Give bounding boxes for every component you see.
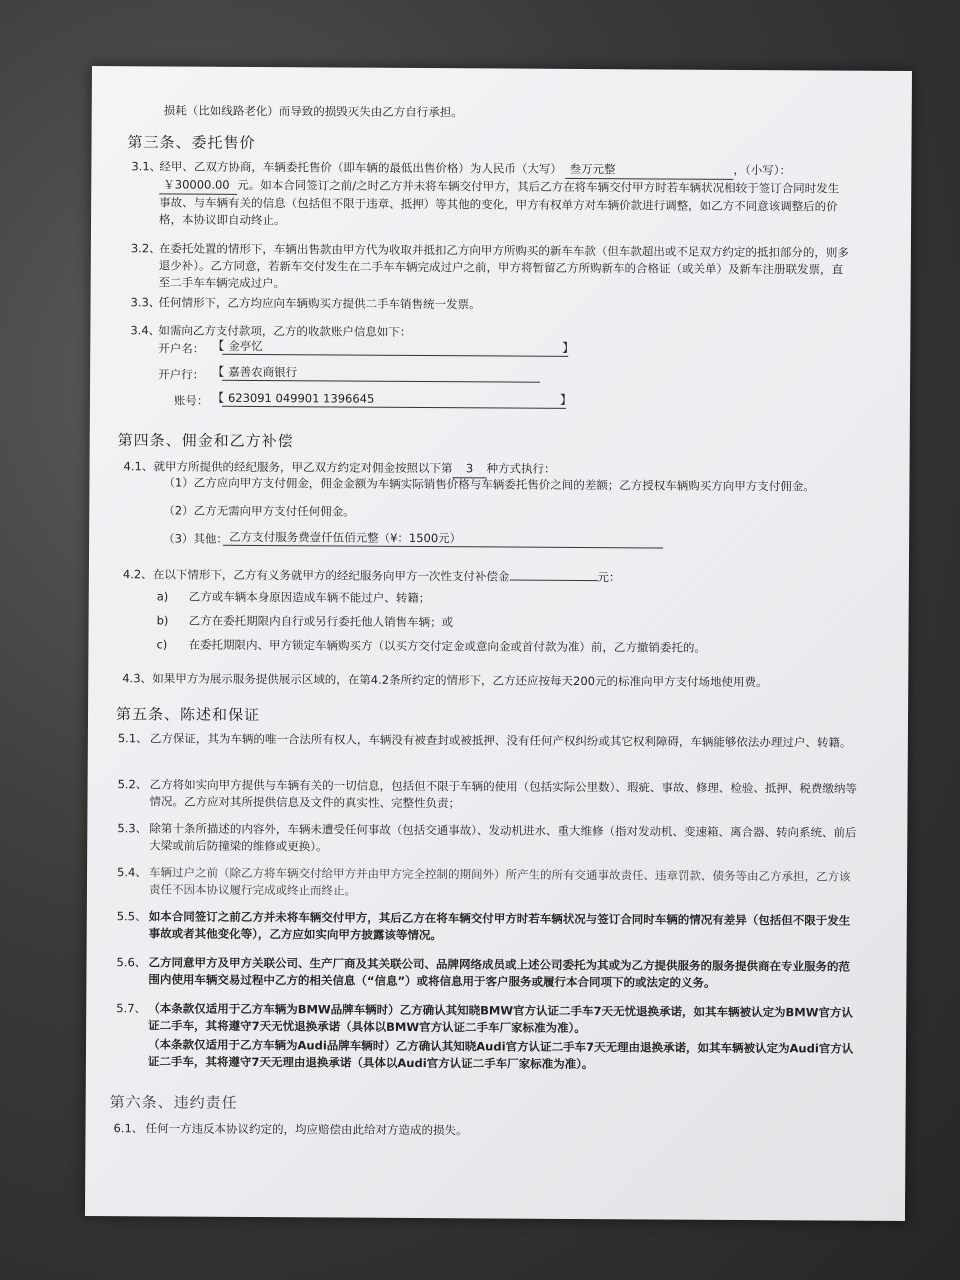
clause-6-1-number: 6.1、: [113, 1121, 144, 1136]
bracket-open: 【: [212, 338, 225, 353]
clause-4-3: 如果甲方为展示服务提供展示区域的，在第4.2条所约定的情形下，乙方还应按每天200元的标准向甲方支付场地使用费。: [152, 671, 768, 690]
clause-3-1-pre: 经甲、乙双方协商，车辆委托售价（即车辆的最低出售价格）为人民币（大写）: [159, 159, 562, 176]
clause-4-1-post: 种方式执行：: [486, 461, 556, 476]
section-3-title: 第三条、委托售价: [127, 133, 256, 153]
clause-5-5-number: 5.5、: [116, 909, 147, 924]
clause-5-4: 车辆过户之前（除乙方将车辆交付给甲方并由甲方完全控制的期间外）所产生的所有交通事故责任、违章罚款、债务等由乙方承担，乙方该责任不因本协议履行完成或终止而终止。: [148, 865, 851, 898]
compensation-amount-blank: [509, 580, 597, 582]
item-b: 乙方在委托期限内自行或另行委托他人销售车辆；或: [188, 613, 454, 630]
account-number-label: 账号：: [173, 393, 209, 408]
account-name-value: 金亭忆: [222, 339, 568, 357]
clause-3-1-rest: 元。如本合同签订之前/之时乙方并未将车辆交付甲方，其后乙方在将车辆交付甲方时若车辆状况相较于签订合同时发生事故、与车辆有关的信息（包括但不限于违章、抵押）等其他的变化，甲方有权单方对车辆价款进行调整，如乙方不同意该调整后的价格，本协议即自动终止。: [159, 177, 840, 228]
section-5-title: 第五条、陈述和保证: [115, 705, 261, 725]
clause-5-6-number: 5.6、: [116, 955, 147, 970]
item-c-label: c): [156, 637, 168, 652]
section-4-title: 第四条、佣金和乙方补偿: [117, 431, 294, 451]
clause-3-4-number: 3.4、: [130, 323, 161, 338]
amount-in-figures: ￥30000.00: [159, 176, 237, 194]
clause-5-4-number: 5.4、: [117, 865, 147, 880]
bank-value: 嘉善农商银行: [222, 365, 540, 383]
bank-label: 开户行：: [158, 367, 205, 382]
clause-5-3-number: 5.3、: [117, 821, 148, 836]
bracket-close: 】: [559, 392, 573, 407]
item-a: 乙方或车辆本身原因造成车辆不能过户、转籍；: [188, 589, 431, 606]
clause-3-2: 在委托处置的情形下，车辆出售款由甲方代为收取并抵扣乙方向甲方所购买的新车车款（但车款超出或不足双方约定的抵扣部分的，则多退少补）。乙方同意，若新车交付发生在二手车车辆完成过户之前，甲方将暂留乙方所购新车的合格证（或关单）及新车注册联发票，直至二手车车辆完成过户。: [158, 241, 849, 291]
clause-3-3: 任何情形下，乙方均应向车辆购买方提供二手车销售统一发票。: [158, 295, 481, 312]
clause-4-1-pre: 就甲方所提供的经纪服务，甲乙双方约定对佣金按照以下第: [153, 459, 453, 476]
clause-5-1-number: 5.1、: [117, 731, 148, 746]
bracket-close: 】: [562, 340, 575, 355]
item-a-label: a): [156, 589, 169, 604]
clause-4-2-number: 4.2、: [122, 567, 153, 582]
clause-5-1: 乙方保证，其为车辆的唯一合法所有权人，车辆没有被查封或被抵押、没有任何产权纠纷或其它权利障碍，车辆能够依法办理过户、转籍。: [149, 731, 852, 750]
option-3-value: 乙方支付服务费壹仟伍佰元整（¥：1500元）: [223, 530, 663, 549]
clause-3-1-mid: ，（小写）：: [733, 162, 792, 178]
clause-5-5: 如本合同签订之前乙方并未将车辆交付甲方，其后乙方在将车辆交付甲方时若车辆状况与签订合同时车辆的情况有差异（包括但不限于发生事故或者其他变化等），乙方应如实向甲方披露该等情况。: [148, 909, 851, 943]
clause-5-6: 乙方同意甲方及甲方关联公司、生产厂商及其关联公司、品牌网络成员或上述公司委托为其或为乙方提供服务的服务提供商在专业服务的范围内使用车辆交易过程中乙方的相关信息（“信息”）或将信息用于客户服务或履行本合同项下的或法定的义务。: [148, 955, 851, 990]
account-name-label: 开户名：: [158, 341, 205, 356]
item-c: 在委托期限内、甲方锁定车辆购买方（以买方交付定金或意向金或首付款为准）前，乙方撤销委托的。: [188, 637, 707, 655]
clause-5-7-number: 5.7、: [116, 1001, 147, 1016]
clause-5-2-number: 5.2、: [117, 777, 148, 792]
clause-3-1: [159, 158, 849, 232]
clause-3-2-number: 3.2、: [130, 241, 161, 256]
option-1: （1）乙方应向甲方支付佣金，佣金金额为车辆实际销售价格与车辆委托售价之间的差额；乙方授权车辆购买方向甲方支付佣金。: [163, 475, 815, 494]
clause-4-2-text: 在以下情形下，乙方有义务就甲方的经纪服务向甲方一次性支付补偿金: [152, 567, 510, 584]
carryover-line: 损耗（比如线路老化）而导致的损毁灭失由乙方自行承担。: [163, 103, 463, 120]
bracket-open: 【: [212, 364, 225, 379]
amount-in-words: 叁万元整: [565, 161, 733, 180]
clause-6-1: 任何一方违反本协议约定的，均应赔偿由此给对方造成的损失。: [145, 1121, 468, 1138]
clause-3-3-number: 3.3、: [130, 295, 161, 310]
clause-3-1-number: 3.1、: [131, 159, 162, 174]
clause-4-1-number: 4.1、: [123, 459, 154, 474]
clause-5-2: 乙方将如实向甲方提供与车辆有关的一切信息，包括但不限于车辆的使用（包括实际公里数）、瑕疵、事故、修理、检验、抵押、税费缴纳等情况。乙方应对其所提供信息及文件的真实性、完整性负责；: [149, 777, 857, 811]
option-3-label: （3）其他：: [163, 531, 228, 546]
clause-5-7-bmw: （本条款仅适用于乙方车辆为BMW品牌车辆时）乙方确认其知晓BMW官方认证二手车7天无忧退换承诺，如其车辆被认定为BMW官方认证二手车，其将遵守7天无忧退换承诺（具体以BMW官方认证二手车厂家标准为准）。: [148, 1001, 853, 1036]
document-page: [85, 66, 912, 1221]
account-number-value: 623091 049901 1396645: [222, 391, 566, 409]
clause-5-7-audi: （本条款仅适用于乙方车辆为Audi品牌车辆时）乙方确认其知晓Audi官方认证二手车7天无理由退换承诺，如其车辆被认定为Audi官方认证二手车，其将遵守7天无理由退换承诺（具体以Audi官方认证二手车厂家标准为准）。: [147, 1037, 854, 1072]
item-b-label: b): [156, 613, 169, 628]
clause-5-3: 除第十条所描述的内容外，车辆未遭受任何事故（包括交通事故）、发动机进水、重大维修（指对发动机、变速箱、离合器、转向系统、前后大梁或前后防撞梁的维修或更换）。: [149, 821, 857, 854]
clause-4-2-unit: 元：: [597, 570, 621, 585]
clause-4-3-number: 4.3、: [122, 671, 153, 686]
clause-3-4: 如需向乙方支付款项，乙方的收款账户信息如下：: [158, 323, 412, 339]
option-2: （2）乙方无需向甲方支付任何佣金。: [163, 503, 355, 519]
clause-4-2: [153, 566, 843, 587]
bracket-open: 【: [211, 390, 225, 405]
section-6-title: 第六条、违约责任: [109, 1093, 238, 1112]
commission-option-number: 3: [452, 460, 486, 478]
